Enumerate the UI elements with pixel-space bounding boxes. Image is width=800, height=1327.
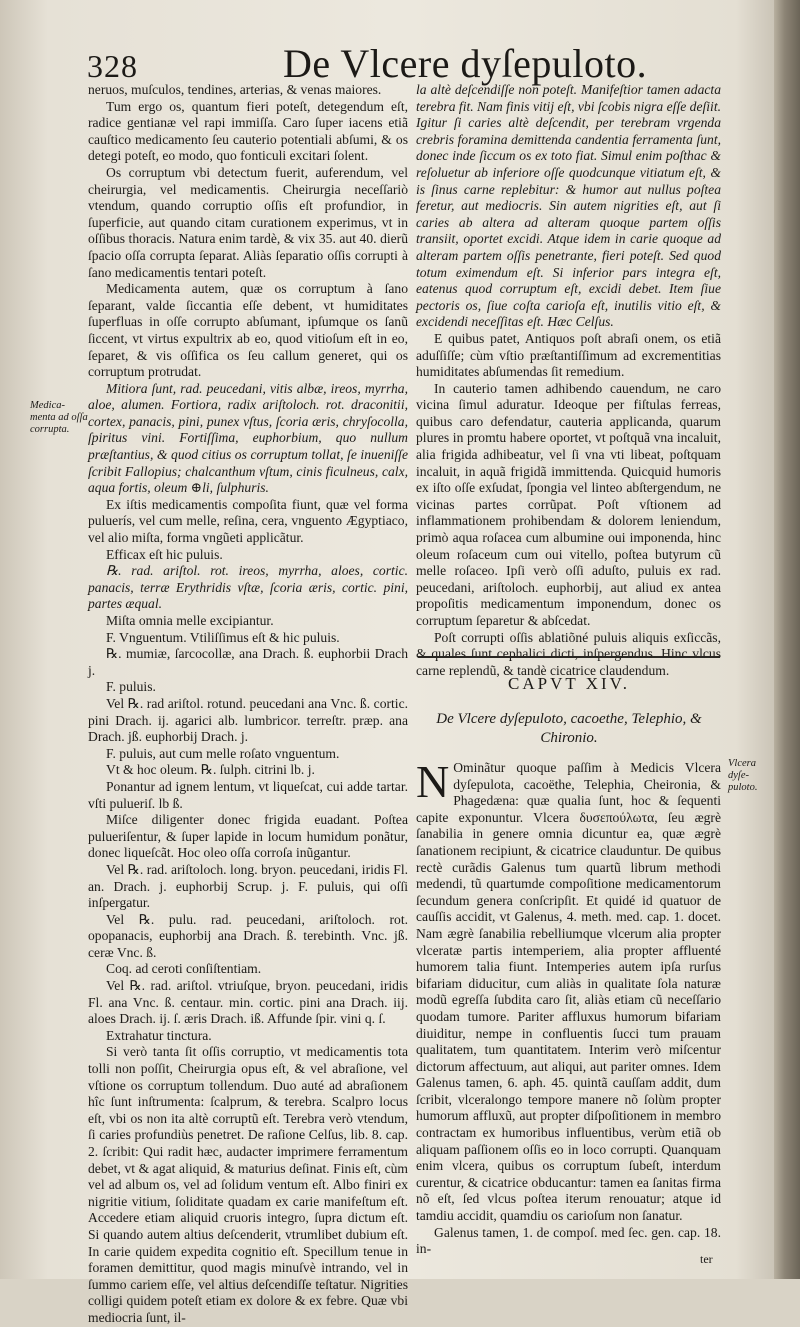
recipe-line: ℞. mumiæ, ſarcocollæ, ana Drach. ß. euphorbii Drach j. (88, 646, 408, 678)
recipe-line: F. puluis. (106, 679, 156, 695)
paragraph: E quibus patet, Antiquos poſt abraſi onem, os etiã aduſſiſſe; cùm vſtio præſtantiſſimum ad excrementitias humiditates abſumendas ſit remedium. (416, 330, 721, 380)
paragraph: Mitiora ſunt, rad. peucedani, vitis albæ, ireos, myrrha, aloe, alumen. Fortiora, radix ariſtoloch. rot. draconitii, cortex, panacis, pini, punex vſtus, ſcoria æris, chryſocolla, ſpiritus vini. Fortiſſima, euphorbium, quo nullum præſtantius, & quod citius os corruptum tollat, ſe inueniſſe ſcribit Fallopius; chalcanthum vſtum, cinis ficulneus, calx, aqua fortis, oleum ⊕li, ſulphuris. (88, 380, 408, 496)
paragraph: Si verò tanta ſit oſſis corruptio, vt medicamentis tota tolli non poſſit, Cheirurgia opus eſt, & vel abraſione, vel vſtione os corruptum tollendum. Duo auté ad abraſionem hîc ſunt inſtrumenta: ſcalprum, & terebra. Scalpro locus eſt, vbi os non ita altè corruptũ eſt. Terebra verò vtendum, ſi caries profundiùs penetret. De raſione Celſus, lib. 8. cap. 2. ſcribit: Qui radit hæc, audacter imprimere ferramentum debet, vt & agat aliquid, & maturius deſinat. Finis eſt, cùm vel ad album os, vel ad ſolidum ventum eſt. Albo finiri ex nigritie vitium, ſoliditate quadam ex carie manifeſtum eſt. Accedere etiam aliquid cruoris integro, ſupra dictum eſt. Si quando autem altius deſcenderit, vtrumlibet dubium eſt. In carie quidem expedita cognitio eſt. Specillum tenue in foramen demittitur, quod magis minuſvè intrando, vel in ſummo cariem eſſe, vel altius deſcendiſſe teſtatur. Nigrities colligi quidem poteſt etiam ex dolore & ex febre. Quæ vbi mediocria ſunt, il- (88, 1044, 408, 1325)
paragraph (416, 756, 721, 1225)
recipe-line: Vel ℞. pulu. rad. peucedani, ariſtoloch. rot. opopanacis, euphorbij ana Drach. ß. terebinth. Vnc. jß. ceræ Vnc. ß. (88, 911, 408, 960)
paragraph: Medicamenta autem, quæ os corruptum à ſano ſeparant, valde ſiccantia eſſe debent, vt humiditates ſuperfluas in oſſe corrupto abſumant, ipſumque os ſanũ ſiccent, vt virtus expultrix ab eo, quod vitioſum eſt in eo, ſeparet, & vis oſſifica os ſeu callum generet, qui os corruptum protrudat. (88, 281, 408, 380)
right-column (416, 82, 721, 679)
paragraph: Galenus tamen, 1. de compoſ. med ſec. gen. cap. 18. in- (416, 1224, 721, 1257)
paragraph: Poſt corrupti oſſis ablatiõné puluis aliquis exſiccãs, & quales ſunt cephalici dicti, inſpergendus. Hinc vlcus carne replendũ, & tandè cicatrice claudendum. (416, 629, 721, 678)
drop-cap: N (416, 756, 450, 807)
paragraph: Miſce diligenter donec frigida euadant. Poſtea pulueriſentur, & ſuper lapide in locum humidum ponãtur, donec liqueſcãt. Hoc oleo oſſa corroſa inũgantur. (88, 812, 408, 861)
chapter-subtitle: De Vlcere dyſepuloto, cacoethe, Telephio, & Chironio. (436, 711, 702, 746)
paragraph: Os corruptum vbi detectum fuerit, auferendum, vel cheirurgia, vel medicamentis. Cheirurgia neceſſariò vtendum, quando corruptio oſſis eſt profundior, in ſuperficie, aut quando citam curationem experimus, vt in oſſibus thoracis. Natura enim tardè, & vix 35. aut 40. dierũ ſpacio oſſa corrupta ſeparat. Aliàs ſeparatio oſſis corrupti à ſano medicamentis tentari poteſt. (88, 164, 408, 280)
recipe-line: Vel ℞. rad ariſtol. rotund. peucedani ana Vnc. ß. cortic. pini Drach. ij. agarici alb. lumbricor. terreſtr. præp. ana Drach. jß. euphorbij Drach. j. (88, 695, 408, 745)
paragraph: Efficax eſt hic puluis. (106, 546, 223, 562)
page-number: 328 (87, 48, 138, 84)
recipe-line: Vt & hoc oleum. ℞. ſulph. citrini lb. j. (106, 762, 315, 778)
left-column (88, 82, 408, 1327)
paragraph: la altè deſcendiſſe non poteſt. Manifeſtior tamen adacta terebra fit. Nam finis vitij eſt, vbi ſcobis nigra eſſe deſiit. Igitur ſi caries altè deſcendit, per terebram vrgenda crebris foramina demittenda candentia ferramenta ſunt, donec inde ſiccum os ex toto fiat. Simul enim poſthac & reſoluetur ab inferiore oſſe quodcunque vitiatum eſt, & is ſinus carne replebitur: & humor aut nullus poſtea feretur, aut mediocris. Sin autem nigrities eſt, aut ſi caries ab altera ad alteram quoque partem oſſis transiit, oportet excidi. Atque idem in carie quoque ad alteram partem oſſis penetrante, fieri poteſt. Sed quod totum eximendum eſt. Si inferior pars integra eſt, eatenus quod corruptum eſt, excidi debet. Item ſiue pectoris os, ſiue coſta carioſa eſt, inutilis vitio eſt, & excidendi neceſſitas eſt. Hæc Celſus. (416, 82, 721, 330)
recipe-line: F. puluis, aut cum melle roſato vnguentum. (106, 745, 340, 761)
paragraph: Ex iſtis medicamentis compoſita fiunt, quæ vel forma puluerís, vel cum melle, reſina, cera, vnguento Ægyptiaco, vel alio miſta, forma vngũeti applicãtur. (88, 496, 408, 546)
running-title: De Vlcere dyſepuloto. (283, 41, 648, 86)
margin-note-right: Vlcera dyſe-puloto. (728, 758, 758, 793)
recipe-line: Vel ℞. rad. ariſtol. vtriuſque, bryon. peucedani, iridis Fl. ana Vnc. ß. centaur. min. cortic. pini ana Drach. iij. aloes Drach. ij. ſ. æris Drach. iß. Affunde ſpir. vini q. ſ. (88, 978, 408, 1027)
recipe-line: Coq. ad ceroti conſiſtentiam. (106, 961, 262, 977)
paragraph: Tum ergo os, quantum fieri poteſt, detegendum eſt, radice gentianæ vel rapi immiſſa. Caro ſuper iacens etiã cauſtico medicamento ſeu cauterio potentiali abſumi, & os detegi poteſt, eo modo, quo fonticuli excitari ſolent. (88, 98, 408, 164)
recipe-line: ℞. rad. ariſtol. rot. ireos, myrrha, aloes, cortic. panacis, terræ Erythridis vſtæ, ſcoria æris, cortic. pini, partes æqual. (88, 563, 408, 612)
recipe-line: Extrahatur tinctura. (106, 1027, 212, 1043)
paragraph-text: Ominãtur quoque paſſim à Medicis Vlcera dyſepulota, cacoëthe, Telephia, Cheironia, & Phagedæna: quæ qualia ſunt, hoc & ſequenti capite exponuntur. Vlcera δυσεπούλωτα, ſeu ægrè ſanabilia in genere omnia dicuntur ea, quæ ægrè ſanationem recipiunt, & cicatrice clauduntur. De quibus rectè curãdis Galenus tum quartũ librum methodi medendi, tũ quartumde compoſitione medicamentorum ſecundum genera conſcripſit. Et quidé id quatuor de cauſſis accidit, vt Galenus, 4. meth. med. cap. 1. docet. Nam ægrè ſanabilia rebelliumque vlcerum alia propter vlceratæ partis intemperiem, alia propter affluenté humorem talia fiunt. Intemperies autem ipſa rurſus bifariam diducitur, cum aliàs in qualitate ſola naturæ modũ egreſſa ſubdita caro ſit, aliàs etiam cũ neceſſario quodam tumore. Pariter affluxus humorum bifariam diuiditur, nempe in confluentis ſucci tum prauam qualitatem, tum quantitatem. Interim verò miſcentur dictorum affectuum, aut aliqui, aut pariter omnes. Idem Galenus tamen, 6. aph. 45. quintã cauſſam addit, dum ſcribit, vlceralongo tempore manere nõ ſolùm propter humorum affluxũ, aut propter diſpoſitionem in membro contractam ex humoribus influentibus, verùm etiã ob aliquam paſſionem oſſis eo in loco corrupti. Quanquam enim vlcera, quibus os corruptum ſubeſt, interdum curentur, & cicatrice obducantur: tamen ea ſanitas firma nõ eſt, ſed vlcus poſtea iterum renouatur; atque id tamdiu accidit, quamdiu os carioſum non ſanatur. (416, 760, 721, 1224)
catchword: ter (700, 1252, 713, 1266)
chapter-body (416, 756, 721, 1258)
paragraph: neruos, muſculos, tendines, arterias, & venas maiores. (88, 82, 382, 97)
recipe-line: Miſta omnia melle excipiantur. (106, 613, 274, 628)
paragraph: In cauterio tamen adhibendo cauendum, ne caro vicina ſimul aduratur. Ideoque per fiſtulas ferreas, quibus caro defendatur, cauteria applicanda, quarum plures in promtu habere oportet, vt poſtquã vna incaluit, alia frigida adhibeatur, vel ſi vna vti libeat, poſtquam incaluit, in aquã frigidã immittenda. Quicquid humoris ex iſto oſſe exſudat, ſpongia vel linteo abſtergendum, ne vicinas partes corrũpat. Poſt vſtionem ad inflammationem prohibendam & dolorem leniendum, primò aqua roſacea cum albumine oui imponenda, hinc oleum roſaceum cum oui vitello, poſtea butyrum cũ melle roſaceo. Ipſi verò oſſi aduſto, puluis ex rad. peucedani, ariſtoloch. euphorbij, aut aliud ex antea propoſitis medicamentum imponendum, donec os corruptum ſeparetur & abſcedat. (416, 380, 721, 628)
margin-note-left: Medica-menta ad oſſa corrupta. (30, 400, 88, 435)
recipe-line: Vel ℞. rad. ariſtoloch. long. bryon. peucedani, iridis Fl. an. Drach. j. euphorbij Scrup. j. F. puluis, qui oſſi inſpergatur. (88, 861, 408, 911)
recipe-line: Ponantur ad ignem lentum, vt liqueſcat, cui adde tartar. vſti pulueriſ. lb ß. (88, 778, 408, 811)
chapter-heading: CAPVT XIV. (508, 674, 630, 693)
recipe-line: F. Vnguentum. Vtiliſſimus eſt & hic puluis. (106, 629, 340, 645)
chapter-divider (418, 656, 720, 658)
page-edge (774, 0, 800, 1279)
